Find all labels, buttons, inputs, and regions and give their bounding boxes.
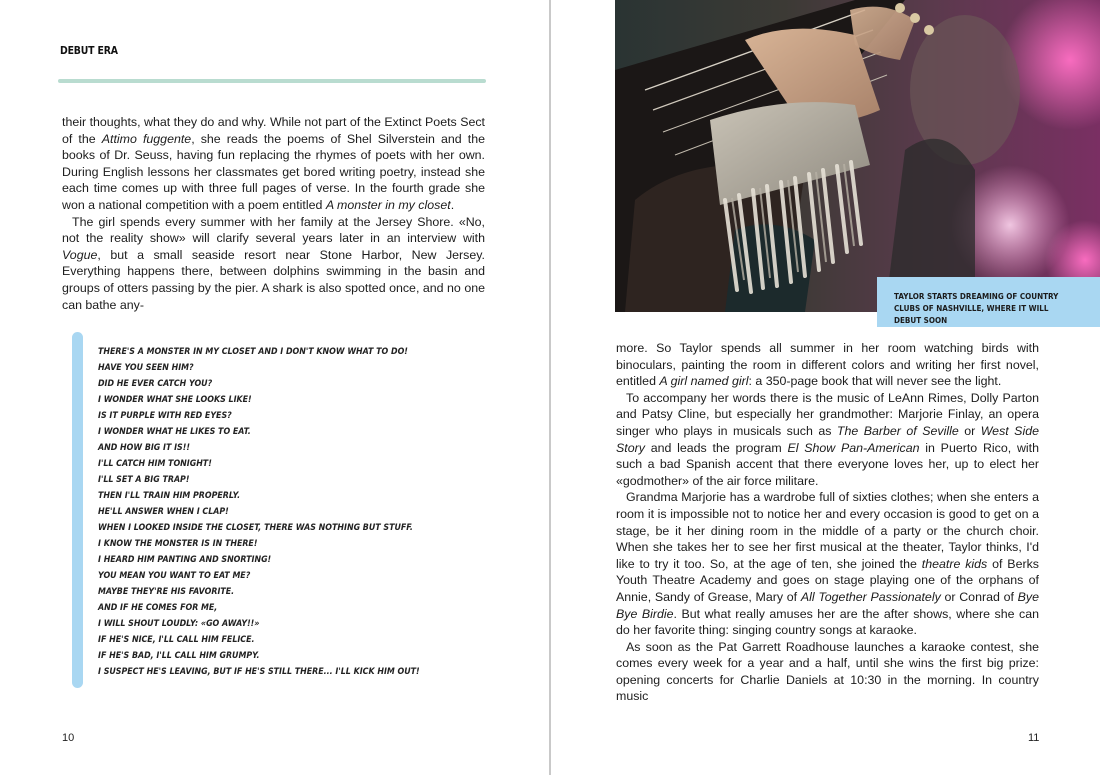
- photo-caption: TAYLOR STARTS DREAMING OF COUNTRY CLUBS OF NASHVILLE, WHERE IT WILL DEBUT SOON: [894, 291, 1059, 325]
- right-paragraph-1: more. So Taylor spends all summer in her room watching birds with binoculars, painting the room in different colors and writing her first novel, entitled A girl named girl: a 350-page book that will never see the light.: [616, 341, 1039, 389]
- left-paragraph-1: their thoughts, what they do and why. While not part of the Extinct Poets Sect of the Attimo fuggente, she reads the poems of Shel Silverstein and the books of Dr. Seuss, having fun replacing the rhymes of poets with her own. During English lessons her classmates get bored writing poetry, instead she each time comes up with three full pages of verse. In the fourth grade she won a national competition with a poem entitled A monster in my closet.: [62, 115, 485, 212]
- right-paragraph-3: Grandma Marjorie has a wardrobe full of sixties clothes; when she enters a room it is impossible not to notice her and every occasion is good to get on a stage, be it her dining room in the middle of a party or the church choir. When she takes her to see her first musical at the theater, Taylor thinks, I'd like to try it too. So, at the age of ten, she joined the theatre kids of Berks Youth Theatre Academy and goes on stage playing one of the orphans of Annie, Sandy of Grease, Mary of All Together Passionately or Conrad of Bye Bye Birdie. But what really amuses her are the after shows, where she can do her favorite thing: singing country songs at karaoke.: [616, 490, 1039, 638]
- poem-line: AND IF HE COMES FOR ME,: [98, 602, 218, 613]
- poem-line: HAVE YOU SEEN HIM?: [98, 362, 194, 373]
- poem-line: I'LL SET A BIG TRAP!: [98, 474, 190, 485]
- poem-line: I WILL SHOUT LOUDLY: «GO AWAY!!»: [98, 618, 260, 629]
- right-body-text: [616, 340, 1039, 705]
- poem-line: WHEN I LOOKED INSIDE THE CLOSET, THERE WAS NOTHING BUT STUFF.: [98, 522, 413, 533]
- poem-accent-bar: [72, 332, 83, 688]
- poem-line: I HEARD HIM PANTING AND SNORTING!: [98, 554, 272, 565]
- poem-line: IS IT PURPLE WITH RED EYES?: [98, 410, 232, 421]
- page-number-right: 11: [1028, 732, 1040, 744]
- poem-line: MAYBE THEY'RE HIS FAVORITE.: [98, 586, 235, 597]
- poem-line: I KNOW THE MONSTER IS IN THERE!: [98, 538, 258, 549]
- section-header: DEBUT ERA: [60, 44, 118, 57]
- poem-line: I WONDER WHAT SHE LOOKS LIKE!: [98, 394, 252, 405]
- right-paragraph-2: To accompany her words there is the music of LeAnn Rimes, Dolly Parton and Patsy Cline, but especially her grandmother: Marjorie Finlay, an opera singer who plays in musicals such as The Barber of Seville or West Side Story and leads the program El Show Pan-American in Puerto Rico, with such a bad Spanish accent that there everyone loves her, up to elect her «godmother» of the air force militare.: [616, 390, 1039, 488]
- poem-line: IF HE'S BAD, I'LL CALL HIM GRUMPY.: [98, 650, 260, 661]
- page-gutter: [549, 0, 551, 775]
- poem-line: IF HE'S NICE, I'LL CALL HIM FELICE.: [98, 634, 255, 645]
- poem-block: [98, 344, 498, 680]
- poem-line: I WONDER WHAT HE LIKES TO EAT.: [98, 426, 251, 437]
- poem-line: I SUSPECT HE'S LEAVING, BUT IF HE'S STILL THERE... I'LL KICK HIM OUT!: [98, 666, 420, 677]
- poem-line: DID HE EVER CATCH YOU?: [98, 378, 213, 389]
- left-paragraph-2: The girl spends every summer with her family at the Jersey Shore. «No, not the reality show» will clarify several years later in an interview with Vogue, but a small seaside resort near Stone Harbor, New Jersey. Everything happens there, between dolphins swimming in the basin and groups of otters passing by the pier. A shark is also spotted once, and no one can bathe any-: [62, 214, 485, 312]
- right-paragraph-4: As soon as the Pat Garrett Roadhouse launches a karaoke contest, she comes every week for a year and a half, until she wins the first big prize: opening concerts for Charlie Daniels at 10:30 in the morning. In country music: [616, 639, 1039, 704]
- left-body-text: [62, 114, 485, 313]
- guitarist-photo: [615, 0, 1100, 312]
- page-number-left: 10: [62, 732, 75, 744]
- poem-line: YOU MEAN YOU WANT TO EAT ME?: [98, 570, 251, 581]
- poem-line: HE'LL ANSWER WHEN I CLAP!: [98, 506, 229, 517]
- poem-line: AND HOW BIG IT IS!!: [98, 442, 190, 453]
- poem-line: THEN I'LL TRAIN HIM PROPERLY.: [98, 490, 241, 501]
- header-rule: [58, 79, 486, 83]
- poem-line: I'LL CATCH HIM TONIGHT!: [98, 458, 212, 469]
- poem-line: THERE'S A MONSTER IN MY CLOSET AND I DON'T KNOW WHAT TO DO!: [98, 346, 408, 357]
